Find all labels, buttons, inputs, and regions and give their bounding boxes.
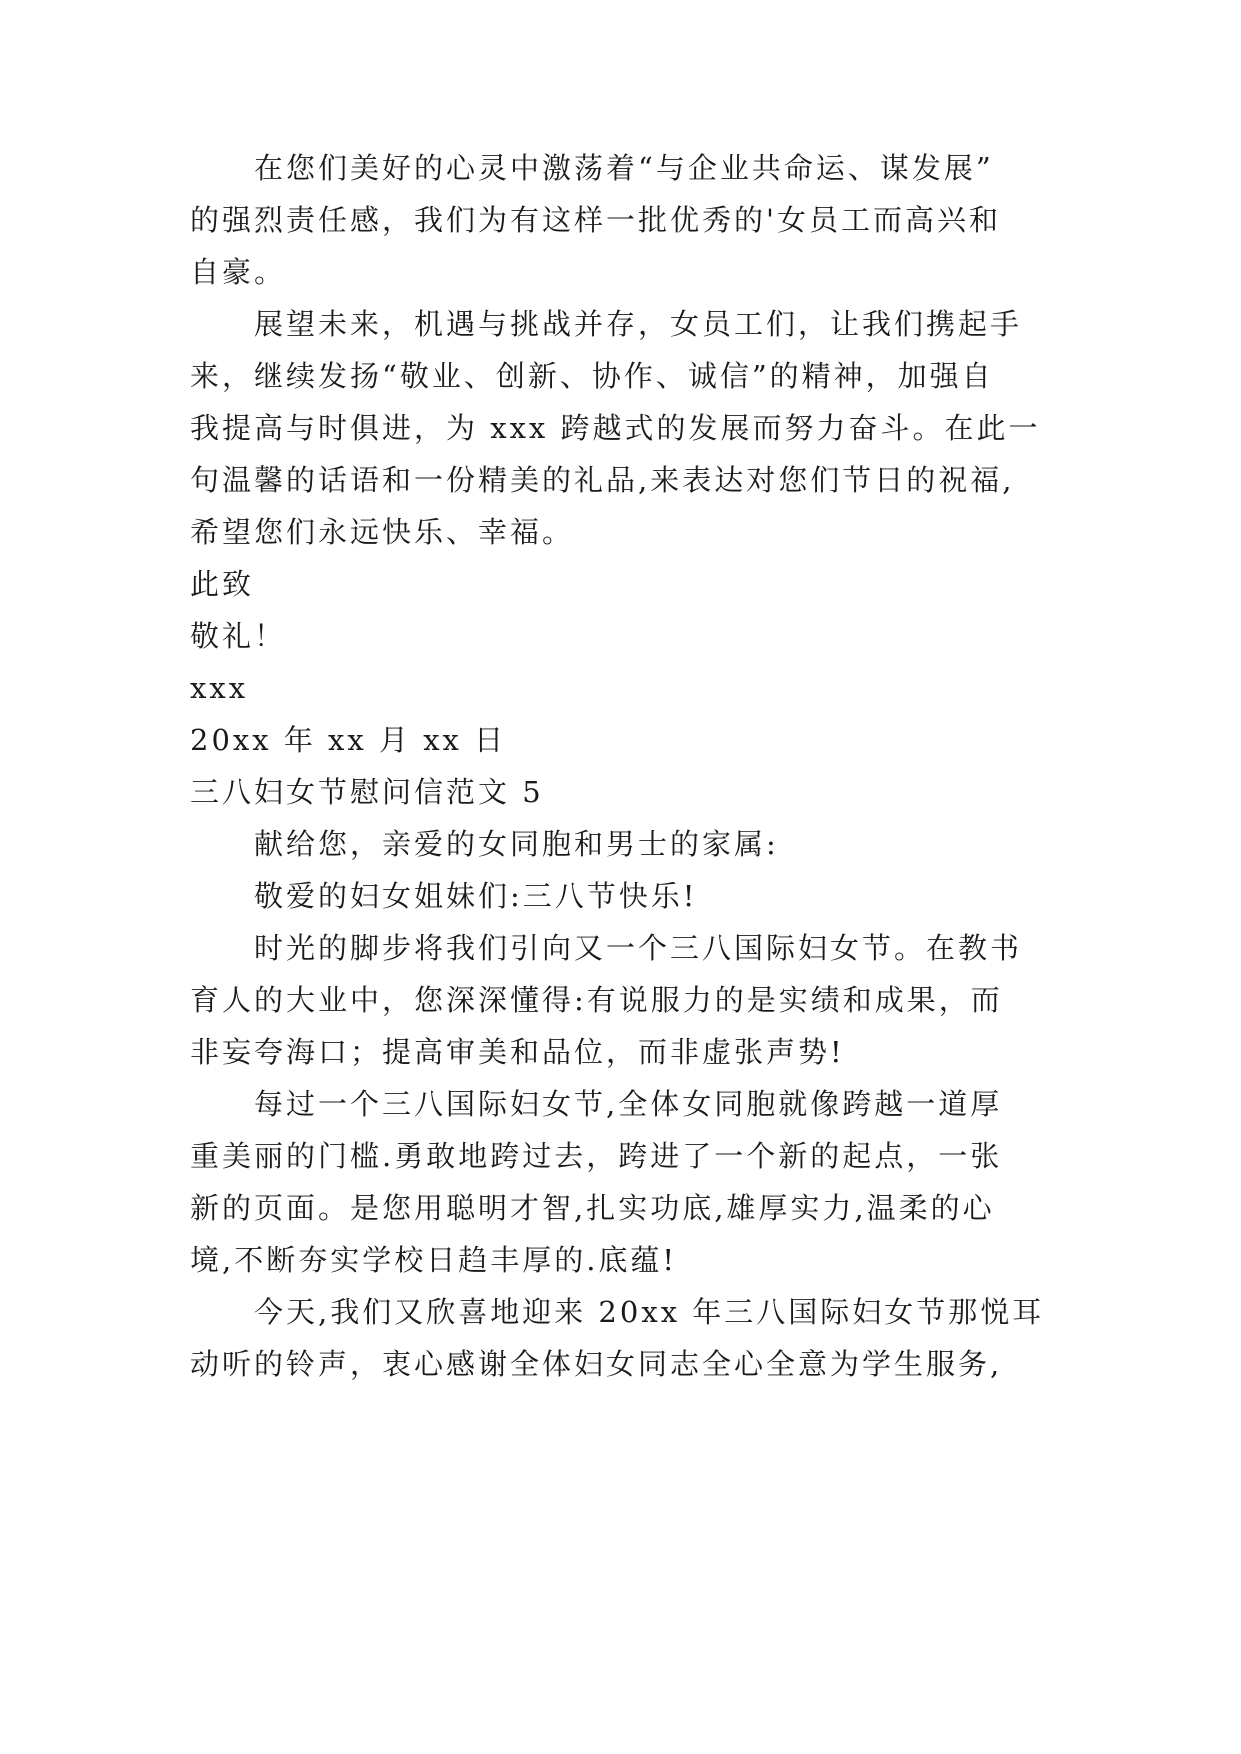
paragraph-line: 来，继续发扬“敬业、创新、协作、诚信”的精神，加强自	[190, 359, 994, 393]
paragraph-line: 的强烈责任感，我们为有这样一批优秀的'女员工而高兴和	[190, 203, 1001, 237]
salutation-line: 此致	[190, 567, 255, 601]
date-line: 20xx 年 xx 月 xx 日	[190, 723, 507, 757]
paragraph-line: 动听的铃声，衷心感谢全体妇女同志全心全意为学生服务,	[190, 1347, 1003, 1381]
paragraph-line: 希望您们永远快乐、幸福。	[190, 515, 575, 549]
paragraph-line: 境,不断夯实学校日趋丰厚的.底蕴!	[190, 1243, 678, 1277]
section-title: 三八妇女节慰问信范文 5	[190, 775, 544, 809]
paragraph-line: 我提高与时俱进，为 xxx 跨越式的发展而努力奋斗。在此一	[190, 411, 1041, 445]
paragraph-line: 在您们美好的心灵中激荡着“与企业共命运、谋发展”	[254, 151, 994, 185]
signature-line: xxx	[190, 671, 249, 705]
paragraph-line: 非妄夸海口；提高审美和品位，而非虚张声势!	[190, 1035, 845, 1069]
paragraph-line: 育人的大业中，您深深懂得:有说服力的是实绩和成果，而	[190, 983, 1003, 1017]
paragraph-line: 每过一个三八国际妇女节,全体女同胞就像跨越一道厚	[254, 1087, 1003, 1121]
paragraph-line: 重美丽的门槛.勇敢地跨过去，跨进了一个新的起点，一张	[190, 1139, 1003, 1173]
salutation-line: 敬礼！	[190, 619, 287, 653]
paragraph-line: 时光的脚步将我们引向又一个三八国际妇女节。在教书	[254, 931, 1023, 965]
paragraph-line: 句温馨的话语和一份精美的礼品,来表达对您们节日的祝福,	[190, 463, 1015, 497]
paragraph-line: 新的页面。是您用聪明才智,扎实功底,雄厚实力,温柔的心	[190, 1191, 995, 1225]
paragraph-line: 自豪。	[190, 255, 287, 289]
paragraph-line: 今天,我们又欣喜地迎来 20xx 年三八国际妇女节那悦耳	[254, 1295, 1045, 1329]
paragraph-line: 献给您，亲爱的女同胞和男士的家属:	[254, 827, 779, 861]
paragraph-line: 展望未来，机遇与挑战并存，女员工们，让我们携起手	[254, 307, 1023, 341]
paragraph-line: 敬爱的妇女姐妹们:三八节快乐!	[254, 879, 698, 913]
